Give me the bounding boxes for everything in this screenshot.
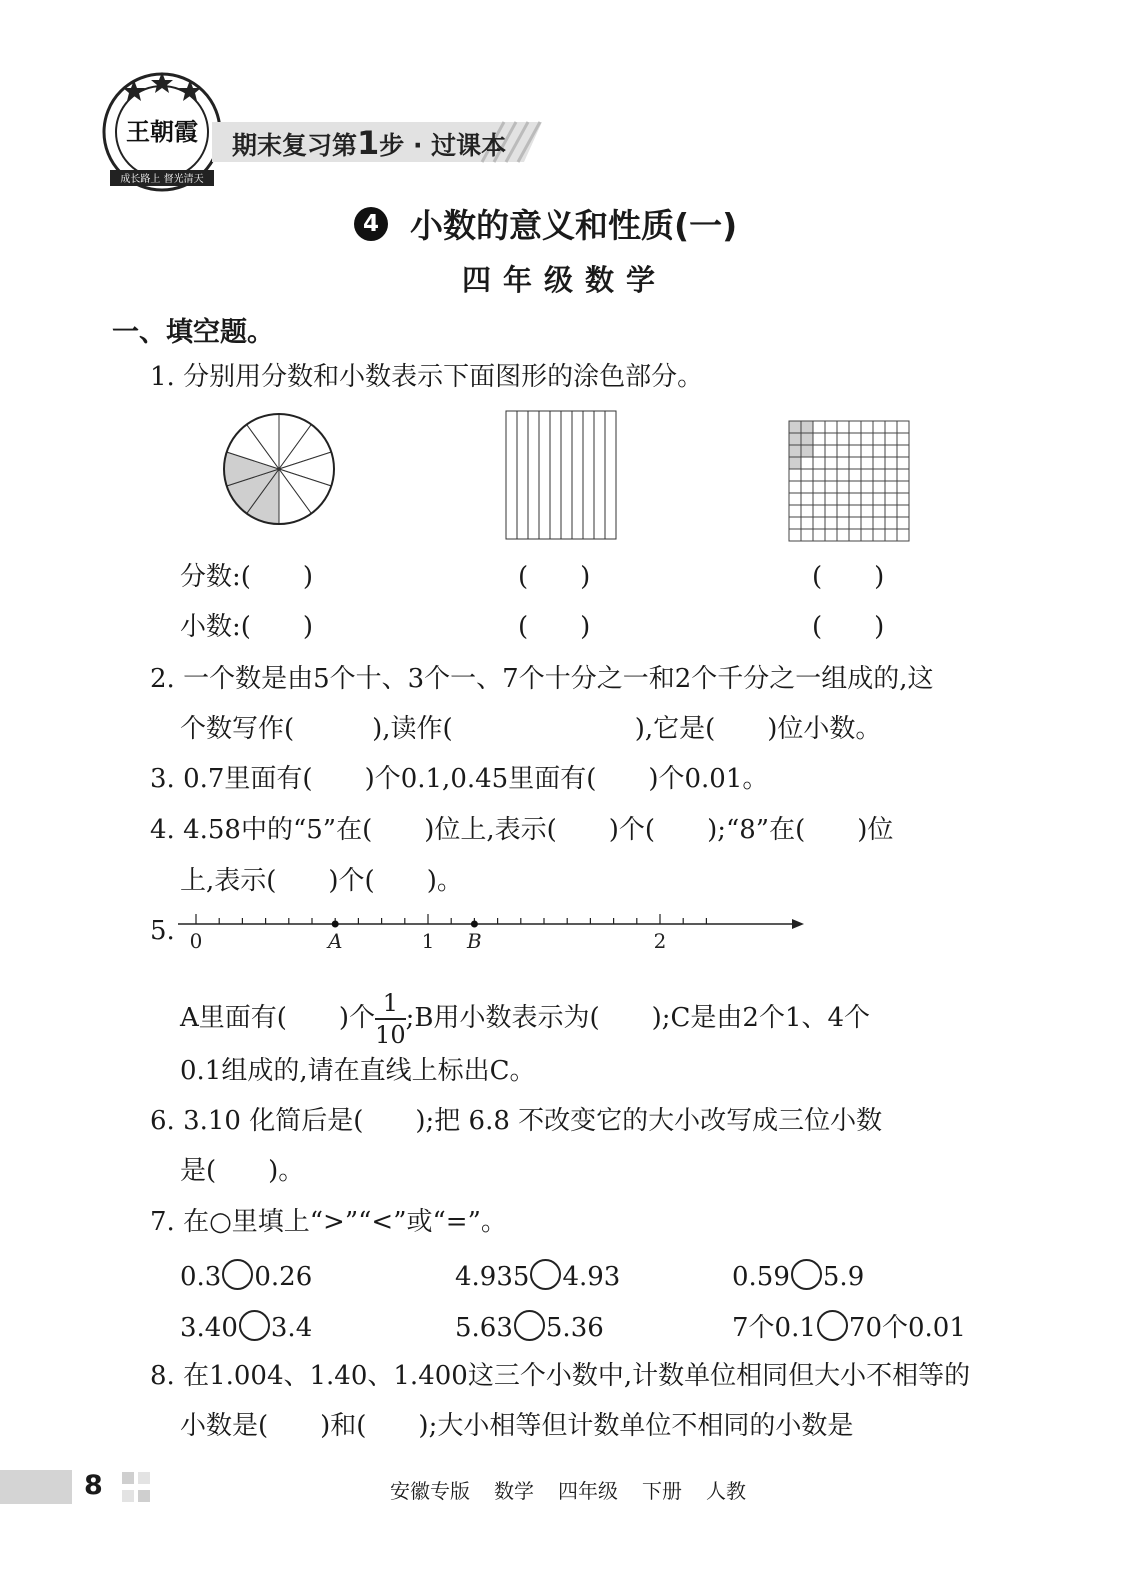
question-6-line-1: 6. 3.10 化简后是( );把 6.8 不改变它的大小改写成三位小数 (150, 1106, 883, 1136)
fraction-blank-3: ( ) (812, 562, 885, 592)
banner-title: 期末复习第1步 · 过课本 (232, 124, 507, 162)
grid-cell (801, 445, 813, 457)
question-3-line-1: 3. 0.7里面有( )个0.1,0.45里面有( )个0.01。 (150, 764, 769, 794)
grid-cell (813, 493, 825, 505)
number-line (176, 908, 812, 954)
grid-cell (813, 505, 825, 517)
grid-cell (885, 481, 897, 493)
grid-cell (813, 517, 825, 529)
footer-edition: 安徽专版 (390, 1479, 470, 1503)
axis-label: B (467, 929, 482, 953)
logo-title: 王朝霞 (126, 117, 198, 146)
grid-cell (789, 493, 801, 505)
strip (572, 411, 583, 539)
grid-cell (825, 445, 837, 457)
logo-motto: 成长路上 督光清天 (120, 174, 204, 185)
grid-cell (873, 469, 885, 481)
grid-cell (897, 505, 909, 517)
decimal-label-1: 小数:( ) (180, 612, 314, 642)
grid-cell (849, 517, 861, 529)
axis-point (332, 921, 339, 928)
grid-cell (873, 529, 885, 541)
axis-label: 2 (653, 929, 667, 953)
grid-cell (813, 445, 825, 457)
question-5-number: 5. (150, 916, 175, 946)
grid-cell (801, 469, 813, 481)
question-5-line-2: 0.1组成的,请在直线上标出C。 (180, 1056, 536, 1086)
grid-cell (837, 421, 849, 433)
grid-cell (849, 445, 861, 457)
compare-item: 0.59 5.9 (732, 1259, 864, 1292)
grid-cell (813, 457, 825, 469)
compare-circle[interactable] (222, 1259, 253, 1290)
question-1-text: 1. 分别用分数和小数表示下面图形的涂色部分。 (150, 362, 704, 392)
question-2-line-1: 2. 一个数是由5个十、3个一、7个十分之一和2个千分之一组成的,这 (150, 664, 934, 694)
grid-cell (825, 505, 837, 517)
grid-cell (837, 433, 849, 445)
grid-cell (861, 505, 873, 517)
grid-cell (825, 421, 837, 433)
grid-cell (789, 505, 801, 517)
fraction-one-tenth: $\frac{1}{10}$ (375, 989, 406, 1049)
figure-strips (505, 410, 619, 540)
grid-cell (837, 469, 849, 481)
footer-squares-icon (122, 1472, 152, 1504)
strip (605, 411, 616, 539)
footer-info (390, 1475, 770, 1504)
strip (528, 411, 539, 539)
grid-cell (837, 529, 849, 541)
grid-cell (849, 457, 861, 469)
grid-cell (885, 505, 897, 517)
compare-item: 5.63 5.36 (455, 1310, 604, 1343)
grid-cell (897, 529, 909, 541)
grid-cell (897, 457, 909, 469)
grid-cell (849, 481, 861, 493)
grid-cell (789, 481, 801, 493)
grid-cell (801, 505, 813, 517)
compare-item: 3.40 3.4 (180, 1310, 312, 1343)
grid-cell (885, 529, 897, 541)
grid-cell (873, 421, 885, 433)
footer-grade: 四年级 (558, 1479, 618, 1503)
grid-cell (897, 481, 909, 493)
grid-cell (789, 469, 801, 481)
grid-cell (825, 481, 837, 493)
grid-cell (801, 457, 813, 469)
axis-label: 0 (189, 929, 203, 953)
grid-cell (861, 433, 873, 445)
axis-arrow (792, 919, 804, 929)
grid-cell (813, 529, 825, 541)
strip (583, 411, 594, 539)
grid-cell (861, 421, 873, 433)
section-heading: 一、填空题。 (112, 317, 274, 348)
grid-cell (801, 481, 813, 493)
strip (550, 411, 561, 539)
axis-label: 1 (421, 929, 435, 953)
grid-cell (849, 433, 861, 445)
grid-cell (873, 433, 885, 445)
grid-cell (885, 469, 897, 481)
question-4-line-2: 上,表示( )个( )。 (180, 866, 463, 896)
figure-circle (220, 410, 338, 528)
decimal-blank-2: ( ) (518, 612, 591, 642)
grid-cell (861, 457, 873, 469)
compare-item: 0.3 0.26 (180, 1259, 312, 1292)
grid-cell (861, 529, 873, 541)
question-4-line-1: 4. 4.58中的“5”在( )位上,表示( )个( );“8”在( )位 (150, 815, 894, 845)
grid-cell (897, 421, 909, 433)
grid-cell (873, 517, 885, 529)
figure-grid (788, 420, 910, 542)
grid-cell (873, 481, 885, 493)
grid-cell (789, 445, 801, 457)
grid-cell (825, 469, 837, 481)
grid-cell (861, 481, 873, 493)
question-5-line-1: A里面有( )个 $\frac{1}{10}$ ;B用小数表示为( );C是由2个1、4个 (180, 989, 871, 1049)
grid-cell (813, 481, 825, 493)
grid-cell (885, 517, 897, 529)
compare-circle[interactable] (817, 1310, 848, 1341)
grid-cell (789, 433, 801, 445)
grid-cell (885, 421, 897, 433)
fraction-blank-2: ( ) (518, 562, 591, 592)
grid-cell (837, 517, 849, 529)
grid-cell (849, 469, 861, 481)
grid-cell (873, 457, 885, 469)
grid-cell (861, 469, 873, 481)
grid-cell (861, 445, 873, 457)
grid-cell (897, 493, 909, 505)
grid-cell (825, 517, 837, 529)
grid-cell (825, 433, 837, 445)
grid-cell (801, 529, 813, 541)
page-subtitle: 四年级数学 (462, 263, 668, 297)
grid-cell (873, 445, 885, 457)
question-8-line-1: 8. 在1.004、1.40、1.400这三个小数中,计数单位相同但大小不相等的 (150, 1361, 971, 1391)
strip (539, 411, 550, 539)
grid-cell (801, 421, 813, 433)
strip (517, 411, 528, 539)
grid-cell (849, 493, 861, 505)
footer-publisher: 人教 (706, 1479, 746, 1503)
footer-volume: 下册 (642, 1479, 682, 1503)
grid-cell (861, 517, 873, 529)
decimal-blank-3: ( ) (812, 612, 885, 642)
grid-cell (837, 505, 849, 517)
grid-cell (825, 493, 837, 505)
grid-cell (825, 457, 837, 469)
question-8-line-2: 小数是( )和( );大小相等但计数单位不相同的小数是 (180, 1411, 854, 1441)
grid-cell (873, 505, 885, 517)
grid-cell (897, 469, 909, 481)
grid-cell (885, 493, 897, 505)
grid-cell (837, 445, 849, 457)
publisher-logo (100, 70, 224, 194)
unit-number-badge: 4 (354, 207, 388, 241)
grid-cell (837, 481, 849, 493)
grid-cell (789, 529, 801, 541)
grid-cell (849, 529, 861, 541)
strip (594, 411, 605, 539)
grid-cell (789, 421, 801, 433)
axis-point (471, 921, 478, 928)
page-title: 4 小数的意义和性质(一) (354, 200, 737, 247)
footer-bar (0, 1470, 72, 1504)
grid-cell (861, 493, 873, 505)
grid-cell (885, 445, 897, 457)
strip (506, 411, 517, 539)
footer-subject: 数学 (494, 1479, 534, 1503)
grid-cell (801, 493, 813, 505)
grid-cell (789, 457, 801, 469)
grid-cell (837, 493, 849, 505)
page-number: 8 (84, 1470, 103, 1501)
grid-cell (801, 517, 813, 529)
grid-cell (849, 505, 861, 517)
compare-circle[interactable] (791, 1259, 822, 1290)
compare-item: 4.935 4.93 (455, 1259, 620, 1292)
grid-cell (813, 433, 825, 445)
grid-cell (837, 457, 849, 469)
grid-cell (897, 517, 909, 529)
axis-label: A (327, 929, 343, 953)
grid-cell (801, 433, 813, 445)
compare-circle[interactable] (530, 1259, 561, 1290)
grid-cell (813, 469, 825, 481)
grid-cell (849, 421, 861, 433)
question-6-line-2: 是( )。 (180, 1156, 305, 1186)
grid-cell (825, 529, 837, 541)
question-7-line-1: 7. 在○里填上“>”“<”或“=”。 (150, 1207, 507, 1237)
strip (561, 411, 572, 539)
question-2-line-2: 个数写作( ),读作( ),它是( )位小数。 (180, 714, 882, 744)
fraction-label-1: 分数:( ) (180, 562, 314, 592)
grid-cell (885, 433, 897, 445)
grid-cell (897, 445, 909, 457)
compare-circle[interactable] (239, 1310, 270, 1341)
compare-circle[interactable] (514, 1310, 545, 1341)
grid-cell (897, 433, 909, 445)
grid-cell (885, 457, 897, 469)
compare-item: 7个0.1 70个0.01 (732, 1310, 966, 1343)
grid-cell (873, 493, 885, 505)
grid-cell (789, 517, 801, 529)
grid-cell (813, 421, 825, 433)
